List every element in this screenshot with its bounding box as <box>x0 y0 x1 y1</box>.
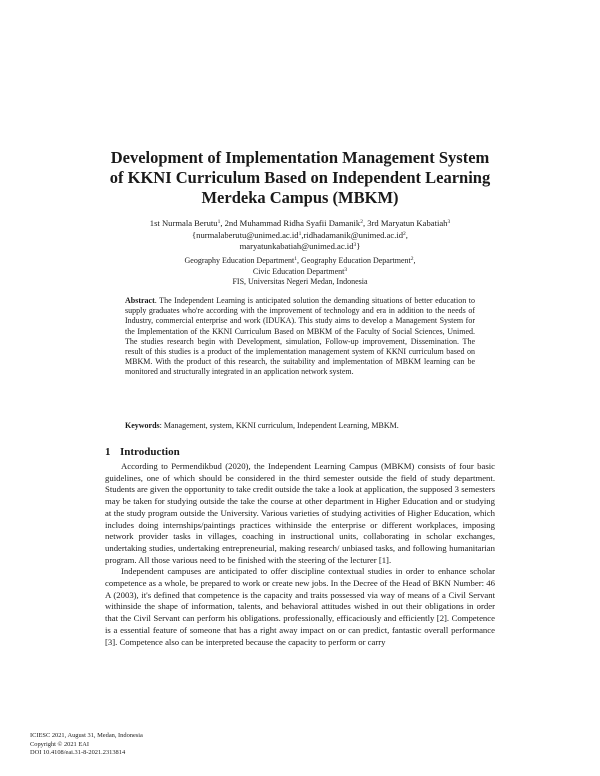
section-number: 1 <box>105 446 111 458</box>
author-order: 2nd <box>224 218 238 228</box>
separator: , <box>413 256 416 265</box>
paper-title <box>60 148 540 208</box>
author-emails <box>80 230 520 242</box>
body-text <box>105 461 495 648</box>
affil-marker: 2 <box>403 230 406 237</box>
affil-marker: 1 <box>217 219 221 225</box>
affiliation-line: FIS, Universitas Negeri Medan, Indonesia <box>232 277 368 286</box>
paragraph: Independent campuses are anticipated to offer discipline contextual studies in order to enhance scholar competence as a whole, be prepared to work or create new jobs. In the Decree of the Head of BKN Number: 46 A (2003), it's defined that competence is the capacity and traits possessed via way of means of a Civil Servant withinside the shape of information, talents, and behavioral attitudes wished in out their obligations in order that the Civil Servant can perform his obligations. professionally, efficaciously and efficiently [2]. Competence is a essential feature of someone that has a right away impact on or can predict, fantastic overall performance [3]. Competence also can be interpreted because the capacity to perform or carry <box>105 566 495 647</box>
title-line: Development of Implementation Management System <box>110 148 490 167</box>
affiliation: Geography Education Department <box>184 256 295 265</box>
affil-marker: 1 <box>294 256 297 262</box>
keywords-text: : Management, system, KKNI curriculum, Independent Learning, MBKM. <box>159 421 399 430</box>
abstract-text: . The Independent Learning is anticipated solution the demanding situations of better education to supply graduates who're according with the improvement of technology and era in addition to the needs of Industry, commercial enterprise and work (IDUKA). This study aims to develop a Management System for the Implementation of the KKNI Curriculum Based on MBKM of the Faculty of Social Sciences, Unimed. The studies research begin with Development, simulation, Follow-up improvement, Dissemination. The result of this studies is a product of the implementation management system of KKNI curriculum based on MBKM. With the product of this research, the suitability and implementation of MBKM learning can be monitored and structurally integrated in an application network system. <box>125 296 475 377</box>
page-footer <box>30 732 143 758</box>
author-block <box>80 218 520 253</box>
email[interactable]: ,ridhadamanik@unimed.ac.id <box>301 229 404 240</box>
affiliation-block <box>80 256 520 288</box>
separator: , <box>405 229 408 240</box>
author-order: 1st <box>149 218 160 228</box>
affil-marker: 2 <box>360 219 363 225</box>
affil-marker: 3 <box>344 266 348 273</box>
author-emails <box>80 241 520 253</box>
affiliation: Civic Education Department <box>252 266 345 276</box>
footer-copyright: Copyright © 2021 EAI <box>30 740 89 748</box>
affil-marker: 3 <box>447 219 451 225</box>
footer-conference: ICIESC 2021, August 31, Medan, Indonesia <box>30 732 143 739</box>
affil-marker: 1 <box>298 230 302 237</box>
author-order: 3rd <box>367 218 379 228</box>
affiliation: , Geography Education Department <box>297 256 411 265</box>
abstract-label: Abstract <box>125 296 155 305</box>
affil-marker: 3 <box>353 242 357 248</box>
bracket: } <box>356 241 361 251</box>
author-names: 1st Nurmala Berutu$^1$, 2nd Muhammad Ridha Syafii Damanik$^2$, 3rd Maryatun Kabatiah$^3$ <box>149 218 451 228</box>
email[interactable]: {nurmalaberutu@unimed.ac.id <box>192 229 299 240</box>
author-name: Maryatun Kabatiah <box>380 218 448 228</box>
paragraph: According to Permendikbud (2020), the Independent Learning Campus (MBKM) consists of four basic guidelines, one of which should be considered in the third semester outside the field of study department. Students are given the opportunity to take credit outside the take a look at application, the supposed 3 semesters may be taken for studying outside the take the course at other department in Higher Education and or studying at the study program outside the University. Various varieties of studying activities of Higher Education, which includes doing internships/paintings practices withinside the enterprise or different workplaces, imposing network provider tasks in villages, coaching in instructional units, collaborating in scholar exchanges, undertaking studies, undertaking entrepreneurial, making research/ unbiased tasks, and following humanitarian program. All those various need to be finished with the steering of the lecturer [1]. <box>105 461 495 565</box>
author-name: Muhammad Ridha Syafii Damanik <box>239 218 361 228</box>
affiliation-line <box>80 267 520 278</box>
keywords <box>125 421 495 431</box>
section-title: Introduction <box>120 446 180 458</box>
abstract <box>125 296 475 378</box>
title-line: Merdeka Campus (MBKM) <box>201 188 399 207</box>
title-line: of KKNI Curriculum Based on Independent Learning <box>109 168 491 187</box>
affil-marker: 2 <box>410 256 414 262</box>
footer-doi: DOI 10.4108/eai.31-8-2021.2313814 <box>30 749 126 757</box>
section-heading <box>105 446 180 459</box>
affiliation-line <box>80 256 520 267</box>
keywords-label: Keywords <box>125 421 160 430</box>
author-name: Nurmala Berutu <box>161 218 218 228</box>
email[interactable]: maryatunkabatiah@unimed.ac.id <box>239 241 354 251</box>
